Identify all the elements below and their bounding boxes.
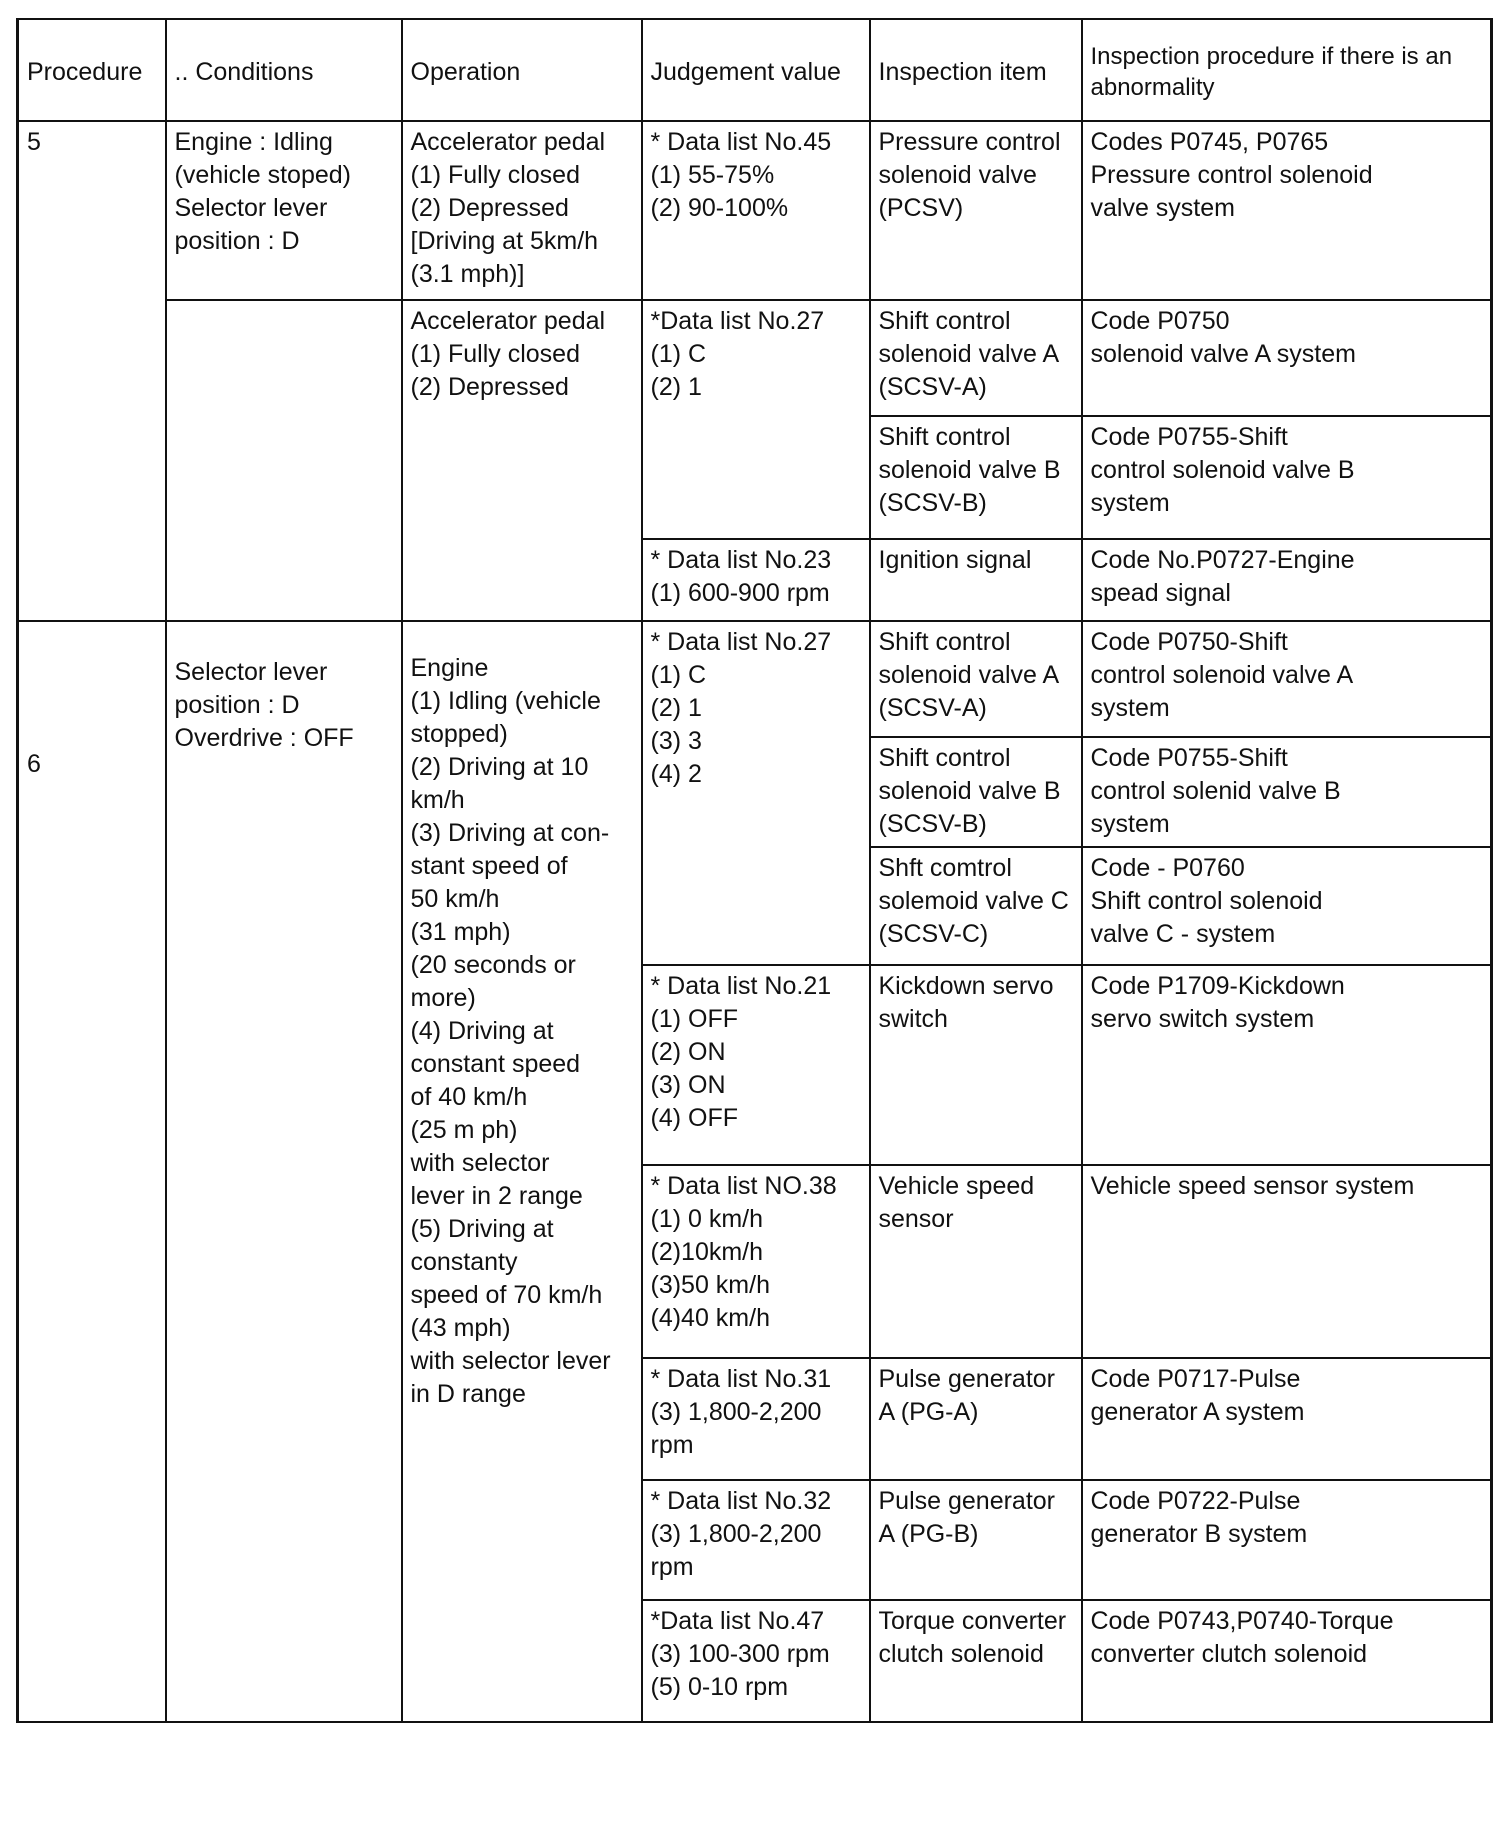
- inspection-item-cell: Shft comtrol solemoid valve C (SCSV-C): [870, 847, 1082, 965]
- abnormality-cell: Code No.P0727-Engine spead signal: [1082, 539, 1492, 621]
- judgement-cell: *Data list No.27 (1) C (2) 1: [642, 300, 870, 539]
- header-inspection-item: Inspection item: [870, 19, 1082, 121]
- conditions-cell-empty: [166, 300, 402, 621]
- operation-cell: Accelerator pedal (1) Fully closed (2) Depressed: [402, 300, 642, 621]
- judgement-cell: *Data list No.47 (3) 100-300 rpm (5) 0-10 rpm: [642, 1600, 870, 1722]
- conditions-cell: Engine : Idling (vehicle stoped) Selector lever position : D: [166, 121, 402, 300]
- inspection-item-cell: Shift control solenoid valve A (SCSV-A): [870, 300, 1082, 416]
- abnormality-cell: Code P0755-Shift control solenid valve B system: [1082, 737, 1492, 847]
- inspection-table: [16, 18, 1493, 1723]
- abnormality-cell: Code P0750-Shift control solenoid valve A system: [1082, 621, 1492, 737]
- inspection-item-cell: Vehicle speed sensor: [870, 1165, 1082, 1358]
- abnormality-cell: Code P0717-Pulse generator A system: [1082, 1358, 1492, 1480]
- header-conditions: .. Conditions: [166, 19, 402, 121]
- judgement-cell: * Data list No.21 (1) OFF (2) ON (3) ON (4) OFF: [642, 965, 870, 1165]
- judgement-cell: * Data list No.45 (1) 55-75% (2) 90-100%: [642, 121, 870, 300]
- inspection-item-cell: Pressure control solenoid valve (PCSV): [870, 121, 1082, 300]
- inspection-item-cell: Kickdown servo switch: [870, 965, 1082, 1165]
- judgement-cell: * Data list No.32 (3) 1,800-2,200 rpm: [642, 1480, 870, 1600]
- procedure-number: 6: [18, 621, 166, 1722]
- table-row: [18, 121, 1492, 300]
- inspection-item-cell: Shift control solenoid valve B (SCSV-B): [870, 737, 1082, 847]
- conditions-cell: Selector lever position : D Overdrive : OFF: [166, 621, 402, 1722]
- abnormality-cell: Code P0722-Pulse generator B system: [1082, 1480, 1492, 1600]
- judgement-cell: * Data list No.31 (3) 1,800-2,200 rpm: [642, 1358, 870, 1480]
- inspection-item-cell: Ignition signal: [870, 539, 1082, 621]
- table-row: [18, 621, 1492, 737]
- header-abnormality-procedure: Inspection procedure if there is an abnormality: [1082, 19, 1492, 121]
- inspection-item-cell: Pulse generator A (PG-B): [870, 1480, 1082, 1600]
- header-row: [18, 19, 1492, 121]
- abnormality-cell: Code P0755-Shift control solenoid valve B system: [1082, 416, 1492, 539]
- procedure-number: 5: [18, 121, 166, 621]
- inspection-item-cell: Pulse generator A (PG-A): [870, 1358, 1082, 1480]
- operation-cell: Accelerator pedal (1) Fully closed (2) Depressed [Driving at 5km/h (3.1 mph)]: [402, 121, 642, 300]
- header-operation: Operation: [402, 19, 642, 121]
- table-row: [18, 300, 1492, 416]
- inspection-item-cell: Shift control solenoid valve A (SCSV-A): [870, 621, 1082, 737]
- abnormality-cell: Code P0750 solenoid valve A system: [1082, 300, 1492, 416]
- abnormality-cell: Codes P0745, P0765 Pressure control solenoid valve system: [1082, 121, 1492, 300]
- inspection-item-cell: Shift control solenoid valve B (SCSV-B): [870, 416, 1082, 539]
- operation-cell: Engine (1) Idling (vehicle stopped) (2) Driving at 10 km/h (3) Driving at con- stant speed of 50 km/h (31 mph) (20 seconds or more) (4) Driving at constant speed of 40 km/h (25 m ph) with selector lever in 2 range (5) Driving at constanty speed of 70 km/h (43 mph) with selector lever in D range: [402, 621, 642, 1722]
- abnormality-cell: Code P1709-Kickdown servo switch system: [1082, 965, 1492, 1165]
- header-procedure: Procedure: [18, 19, 166, 121]
- judgement-cell: * Data list No.27 (1) C (2) 1 (3) 3 (4) 2: [642, 621, 870, 965]
- inspection-table-page: [16, 18, 1490, 1723]
- abnormality-cell: Code P0743,P0740-Torque converter clutch solenoid: [1082, 1600, 1492, 1722]
- judgement-cell: * Data list NO.38 (1) 0 km/h (2)10km/h (3)50 km/h (4)40 km/h: [642, 1165, 870, 1358]
- inspection-item-cell: Torque converter clutch solenoid: [870, 1600, 1082, 1722]
- header-judgement-value: Judgement value: [642, 19, 870, 121]
- abnormality-cell: Code - P0760 Shift control solenoid valve C - system: [1082, 847, 1492, 965]
- abnormality-cell: Vehicle speed sensor system: [1082, 1165, 1492, 1358]
- judgement-cell: * Data list No.23 (1) 600-900 rpm: [642, 539, 870, 621]
